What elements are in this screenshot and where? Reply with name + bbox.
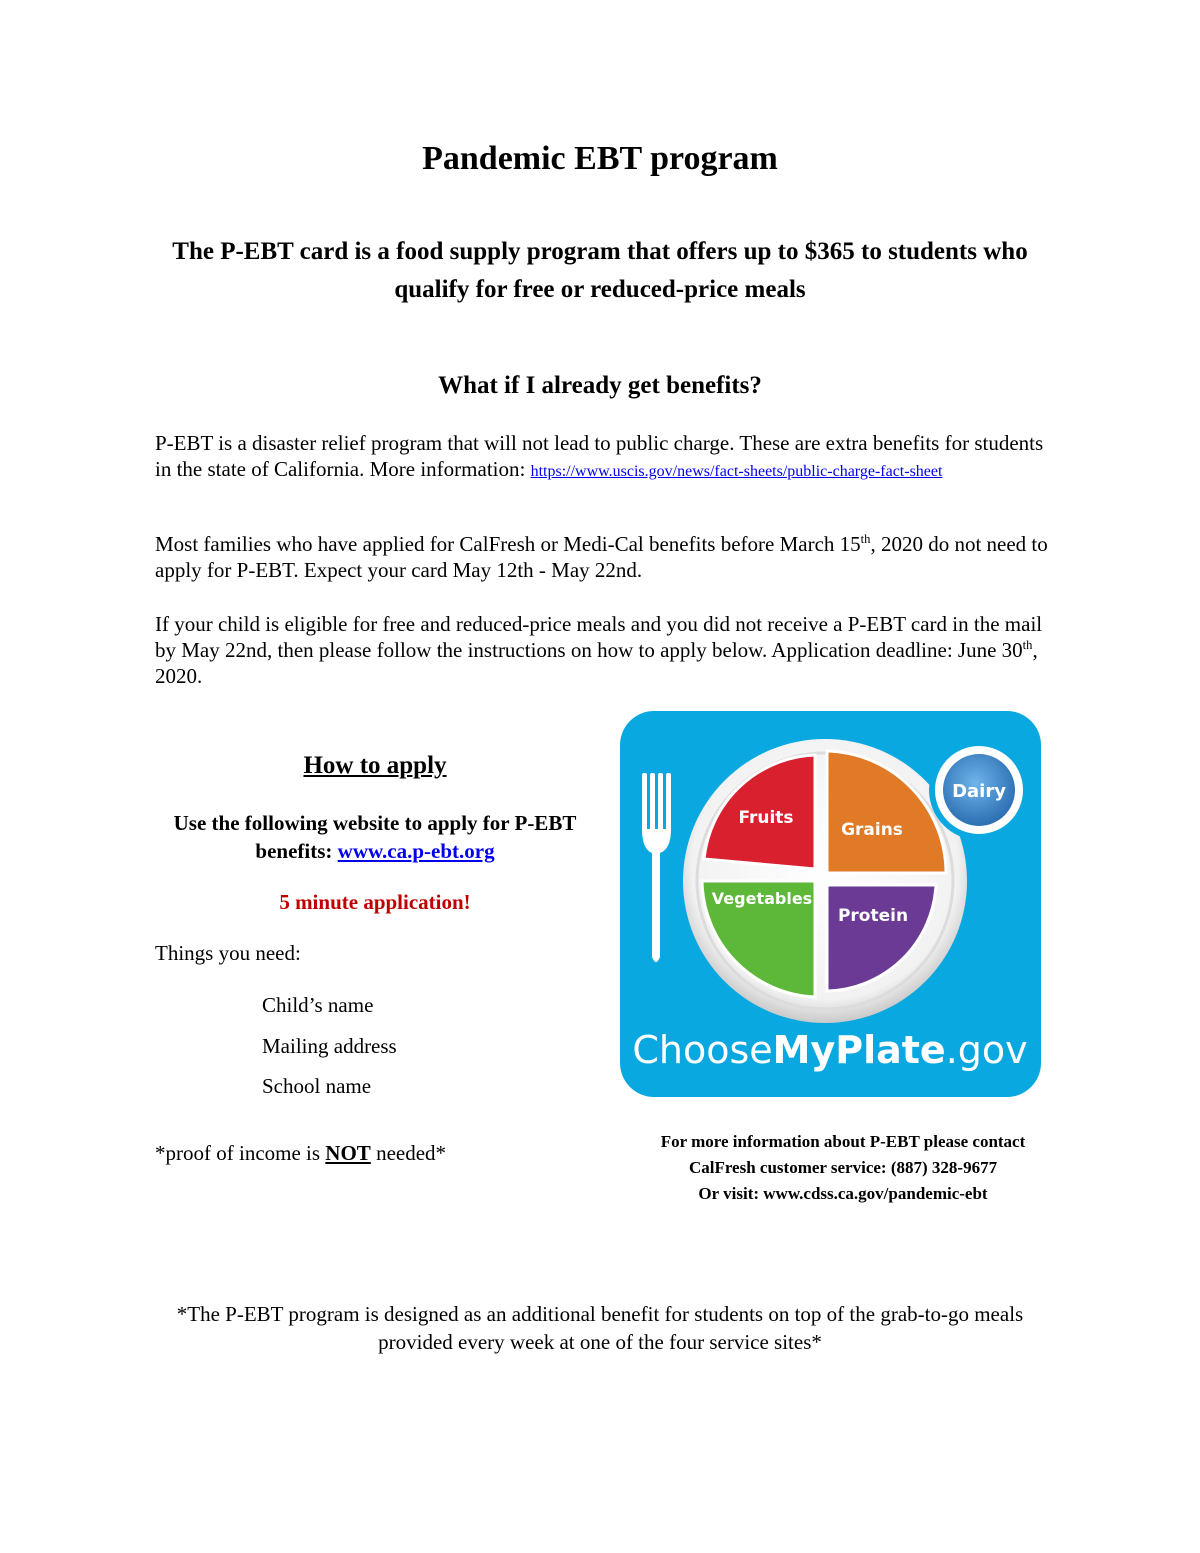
ordinal-suffix: th — [1022, 638, 1033, 652]
apply-website-link[interactable]: www.ca.p-ebt.org — [337, 839, 495, 863]
benefits-heading: What if I already get benefits? — [438, 372, 762, 399]
eligibility-paragraph — [155, 611, 1055, 689]
list-item: Child’s name — [262, 993, 374, 1017]
contact-phone: CalFresh customer service: (887) 328-9677 — [688, 1158, 998, 1177]
existing-benefits-text-start: Most families who have applied for CalFresh or Medi-Cal benefits before March 15 — [155, 532, 861, 556]
vegetables-label: Vegetables — [711, 889, 813, 908]
apply-website-paragraph — [155, 809, 595, 865]
five-minute-callout: 5 minute application! — [279, 890, 471, 914]
list-item: School name — [262, 1074, 372, 1098]
proof-text-start: *proof of income is — [155, 1141, 326, 1165]
how-to-apply-heading: How to apply — [303, 752, 447, 779]
eligibility-text-end: , 2020. — [155, 638, 1038, 688]
public-charge-text: P-EBT is a disaster relief program that will not lead to public charge. These are extra benefits for students in the state of California. More information: — [155, 431, 1044, 481]
proof-not-emphasis: NOT — [325, 1141, 371, 1165]
public-charge-paragraph — [155, 430, 1055, 485]
proof-text-end: needed* — [370, 1141, 447, 1165]
uscis-link[interactable]: https://www.uscis.gov/news/fact-sheets/public-charge-fact-sheet — [530, 463, 943, 480]
brand-myplate: MyPlate — [772, 1028, 946, 1072]
footer-note: *The P-EBT program is designed as an additional benefit for students on top of the grab-to-go meals provided every week at one of the four service sites* — [176, 1302, 1024, 1354]
fruits-label: Fruits — [738, 808, 794, 828]
contact-info — [612, 1129, 1074, 1207]
existing-benefits-text-end: , 2020 do not need to apply for P-EBT. Expect your card May 12th - May 22nd. — [155, 532, 1048, 582]
protein-label: Protein — [837, 906, 909, 926]
dairy-label: Dairy — [952, 781, 1006, 802]
apply-website-text: Use the following website to apply for P-EBT benefits: — [173, 811, 577, 863]
things-you-need-label: Things you need: — [155, 941, 301, 965]
list-item: Mailing address — [262, 1034, 397, 1058]
grains-label: Grains — [841, 820, 903, 840]
ordinal-suffix: th — [860, 532, 871, 546]
contact-line-1: For more information about P-EBT please contact — [660, 1132, 1026, 1151]
existing-benefits-paragraph — [155, 531, 1055, 583]
brand-choose: Choose — [632, 1028, 773, 1072]
choosemyplate-wordmark — [632, 1028, 1027, 1072]
brand-gov: .gov — [945, 1028, 1028, 1072]
contact-website: Or visit: www.cdss.ca.gov/pandemic-ebt — [698, 1184, 988, 1203]
page-subtitle: The P-EBT card is a food supply program that offers up to $365 to students who qualify for free or reduced-price meals — [172, 238, 1028, 303]
proof-of-income-note — [155, 1141, 446, 1166]
myplate-logo — [620, 711, 1041, 1097]
page-title: Pandemic EBT program — [422, 140, 778, 177]
eligibility-text-start: If your child is eligible for free and reduced-price meals and you did not receive a P-EBT card in the mail by May 22nd, then please follow the instructions on how to apply below. Application deadline: June 30 — [155, 612, 1043, 662]
